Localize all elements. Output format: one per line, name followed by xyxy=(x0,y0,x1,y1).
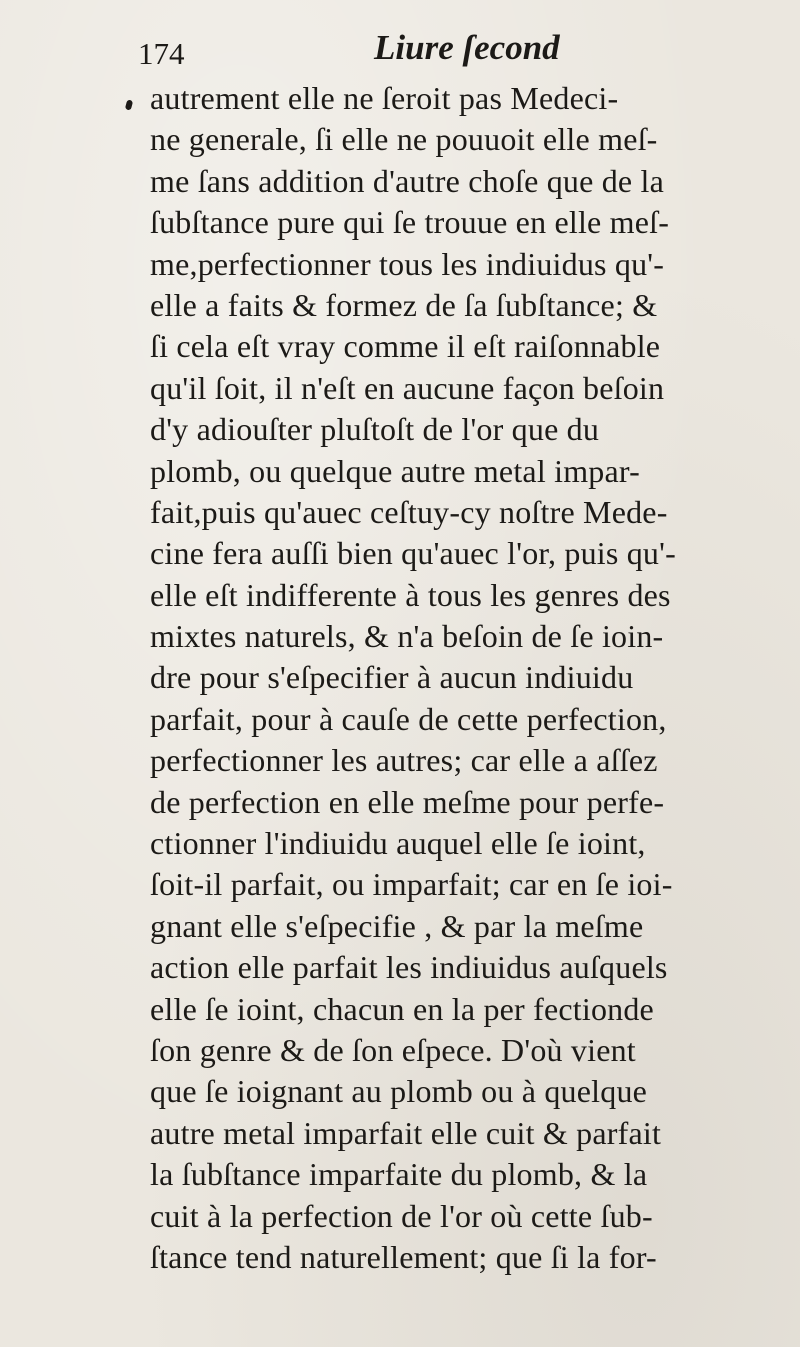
text-line: ne generale, ſi elle ne pouuoit elle meſ- xyxy=(150,121,658,158)
text-line: d'y adiouſter pluſtoſt de l'or que du xyxy=(150,411,600,448)
text-line: ſoit-il parfait, ou imparfait; car en ſe ioi- xyxy=(150,866,673,903)
ink-speck xyxy=(125,99,133,110)
text-line: la ſubſtance imparfaite du plomb, & la xyxy=(150,1156,648,1193)
text-line: de perfection en elle meſme pour perfe- xyxy=(150,783,665,820)
text-line: perfectionner les autres; car elle a aſſez xyxy=(150,742,658,779)
page-number: 174 xyxy=(138,36,185,71)
body-text xyxy=(150,78,785,1278)
text-line: elle ſe ioint, chacun en la per fectionde xyxy=(150,990,654,1027)
text-line: plomb, ou quelque autre metal impar- xyxy=(150,452,640,489)
text-line: parfait, pour à cauſe de cette perfection, xyxy=(150,700,667,737)
text-line: ſtance tend naturellement; que ſi la for- xyxy=(150,1238,657,1275)
text-line: dre pour s'eſpecifier à aucun indiuidu xyxy=(150,659,634,696)
text-line: ſi cela eſt vray comme il eſt raiſonnable xyxy=(150,328,661,365)
text-line: fait,puis qu'auec ceſtuy-cy noſtre Mede- xyxy=(150,493,668,530)
text-line: autrement elle ne ſeroit pas Medeci- xyxy=(150,80,619,116)
text-line: me ſans addition d'autre choſe que de la xyxy=(150,162,665,199)
text-line: que ſe ioignant au plomb ou à quelque xyxy=(150,1073,648,1110)
text-line: me,perfectionner tous les indiuidus qu'- xyxy=(150,245,665,282)
text-line: action elle parfait les indiuidus auſquels xyxy=(150,949,668,986)
text-line: qu'il ſoit, il n'eſt en aucune façon beſoin xyxy=(150,369,665,406)
text-line: elle a faits & formez de ſa ſubſtance; & xyxy=(150,286,658,323)
text-line: ſon genre & de ſon eſpece. D'où vient xyxy=(150,1031,636,1068)
running-title: Liure ſecond xyxy=(374,28,560,67)
text-line: mixtes naturels, & n'a beſoin de ſe ioin- xyxy=(150,618,664,655)
text-line: elle eſt indifferente à tous les genres des xyxy=(150,576,671,613)
page-header xyxy=(138,28,698,72)
text-line: ctionner l'indiuidu auquel elle ſe ioint, xyxy=(150,825,646,862)
text-line: cuit à la perfection de l'or où cette ſub- xyxy=(150,1197,653,1234)
text-line: ſubſtance pure qui ſe trouue en elle meſ- xyxy=(150,204,670,241)
text-line: cine fera auſſi bien qu'auec l'or, puis qu'- xyxy=(150,535,676,572)
text-line: gnant elle s'eſpecifie , & par la meſme xyxy=(150,907,644,944)
text-line: autre metal imparfait elle cuit & parfait xyxy=(150,1114,662,1151)
